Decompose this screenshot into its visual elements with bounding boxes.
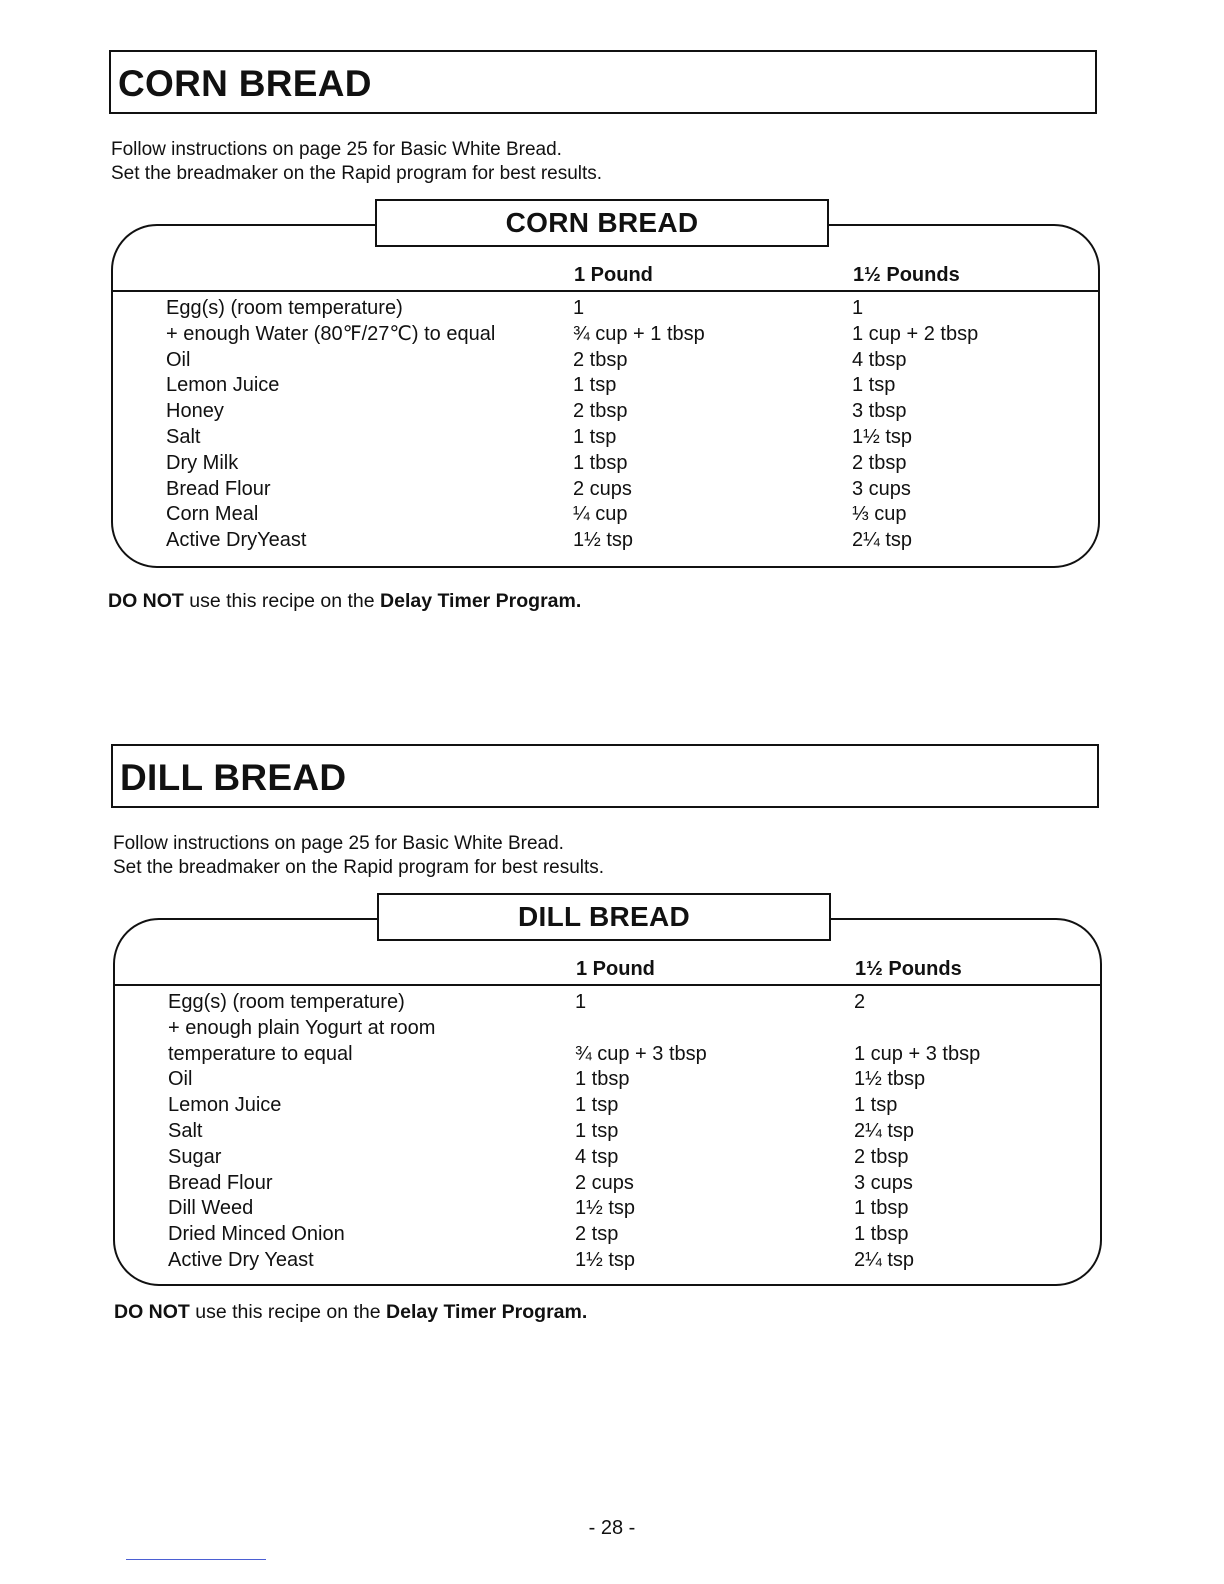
warning-text: use this recipe on the — [183, 590, 381, 612]
warning-program-name: Delay Timer Program. — [380, 590, 582, 612]
amount-1-5-pounds: 1 tbsp — [854, 1197, 909, 1220]
amount-1-pound: 2 tsp — [575, 1223, 619, 1246]
ingredient-name: Bread Flour — [166, 477, 271, 500]
ingredient-rows — [115, 990, 1100, 1274]
intro-line: Set the breadmaker on the Rapid program for best results. — [113, 857, 605, 878]
recipe-title: CORN BREAD — [118, 63, 372, 104]
delay-timer-warning — [108, 589, 581, 613]
ingredient-name: + enough plain Yogurt at room — [168, 1016, 436, 1039]
ingredient-card — [113, 918, 1102, 1286]
table-row — [113, 425, 1098, 451]
ingredient-name: Corn Meal — [166, 503, 259, 526]
amount-1-pound: 2 tbsp — [573, 400, 628, 423]
ingredient-name: Sugar — [168, 1145, 222, 1168]
ingredient-name: Dry Milk — [166, 451, 239, 474]
ingredient-name: Salt — [166, 425, 201, 448]
amount-1-5-pounds: 1½ tbsp — [854, 1068, 926, 1091]
ingredient-name: Lemon Juice — [168, 1094, 282, 1117]
table-row — [115, 1196, 1100, 1222]
amount-1-5-pounds: 2¼ tsp — [854, 1248, 915, 1271]
amount-1-pound: 1 tsp — [573, 374, 617, 397]
ingredient-name: Active Dry Yeast — [168, 1248, 314, 1271]
column-header-1-pound: 1 Pound — [574, 264, 653, 286]
recipe-title: DILL BREAD — [120, 757, 347, 798]
ingredient-name: + enough Water (80℉/27℃) to equal — [166, 322, 496, 345]
table-row — [113, 348, 1098, 374]
warning-program-name: Delay Timer Program. — [386, 1301, 588, 1323]
table-title-box — [377, 893, 831, 941]
amount-1-pound: 1½ tsp — [573, 529, 634, 552]
warning-emphasis: DO NOT — [108, 590, 184, 612]
table-row — [113, 528, 1098, 554]
column-header-1-5-pounds: 1½ Pounds — [855, 958, 962, 980]
table-row — [115, 1093, 1100, 1119]
amount-1-5-pounds: 1 tsp — [854, 1094, 898, 1117]
amount-1-5-pounds: ⅓ cup — [852, 503, 907, 526]
amount-1-5-pounds: 1 tsp — [852, 374, 896, 397]
amount-1-pound: 1 — [573, 297, 585, 319]
ingredient-name: Honey — [166, 400, 224, 423]
amount-1-pound: 2 cups — [575, 1171, 634, 1194]
amount-1-5-pounds: 1 cup + 3 tbsp — [854, 1042, 981, 1065]
table-title-box — [375, 199, 829, 247]
amount-1-pound: 1 tbsp — [575, 1068, 630, 1091]
header-divider — [115, 984, 1100, 986]
table-row — [113, 322, 1098, 348]
delay-timer-warning — [114, 1300, 587, 1324]
table-row — [115, 1119, 1100, 1145]
ingredient-name: temperature to equal — [168, 1042, 353, 1065]
column-header-1-pound: 1 Pound — [576, 958, 655, 980]
intro-line: Follow instructions on page 25 for Basic White Bread. — [111, 139, 562, 160]
ingredient-rows — [113, 296, 1098, 554]
ingredient-name: Bread Flour — [168, 1171, 273, 1194]
header-divider — [113, 290, 1098, 292]
warning-emphasis: DO NOT — [114, 1301, 190, 1323]
table-row — [113, 399, 1098, 425]
amount-1-5-pounds: 1 tbsp — [854, 1223, 909, 1246]
table-row — [113, 451, 1098, 477]
amount-1-5-pounds: 1 — [852, 297, 864, 319]
ingredient-name: Dried Minced Onion — [168, 1223, 345, 1246]
ingredient-name: Egg(s) (room temperature) — [168, 991, 405, 1013]
amount-1-pound: 1½ tsp — [575, 1197, 636, 1220]
amount-1-5-pounds: 2 tbsp — [854, 1145, 909, 1168]
table-row — [115, 1016, 1100, 1042]
column-header-1-5-pounds: 1½ Pounds — [853, 264, 960, 286]
table-row — [113, 373, 1098, 399]
table-row — [113, 502, 1098, 528]
table-row — [115, 1248, 1100, 1274]
amount-1-pound: 2 tbsp — [573, 348, 628, 371]
intro-line: Set the breadmaker on the Rapid program for best results. — [111, 163, 603, 184]
amount-1-pound: 1 tsp — [575, 1094, 619, 1117]
recipe-title-box — [111, 744, 1099, 808]
amount-1-pound: 1 tsp — [575, 1119, 619, 1142]
amount-1-pound: 4 tsp — [575, 1145, 619, 1168]
warning-text: use this recipe on the — [189, 1301, 387, 1323]
table-row — [113, 296, 1098, 322]
recipe-title-box — [109, 50, 1097, 114]
table-row — [115, 1171, 1100, 1197]
amount-1-5-pounds: 2¼ tsp — [852, 529, 913, 552]
amount-1-pound: 1½ tsp — [575, 1248, 636, 1271]
amount-1-pound: ¼ cup — [573, 503, 628, 526]
amount-1-pound: ¾ cup + 3 tbsp — [575, 1042, 707, 1065]
ingredient-name: Oil — [166, 348, 191, 371]
table-row — [115, 1042, 1100, 1068]
amount-1-5-pounds: 2 tbsp — [852, 451, 907, 474]
amount-1-5-pounds: 3 cups — [854, 1171, 913, 1194]
recipe-intro — [113, 832, 604, 880]
amount-1-pound: 2 cups — [573, 477, 632, 500]
amount-1-5-pounds: 1 cup + 2 tbsp — [852, 322, 979, 345]
amount-1-pound: 1 tbsp — [573, 451, 628, 474]
table-title: DILL BREAD — [517, 901, 691, 932]
intro-line: Follow instructions on page 25 for Basic White Bread. — [113, 833, 564, 854]
ingredient-name: Oil — [168, 1068, 193, 1091]
ingredient-name: Salt — [168, 1119, 203, 1142]
amount-1-pound: ¾ cup + 1 tbsp — [573, 322, 705, 345]
table-row — [113, 477, 1098, 503]
amount-1-5-pounds: 2 — [854, 991, 866, 1013]
amount-1-pound: 1 tsp — [573, 425, 617, 448]
ingredient-name: Lemon Juice — [166, 374, 280, 397]
amount-1-5-pounds: 1½ tsp — [852, 425, 913, 448]
ingredient-name: Active DryYeast — [166, 529, 307, 552]
amount-1-pound: 1 — [575, 991, 587, 1013]
table-row — [115, 1067, 1100, 1093]
amount-1-5-pounds: 3 tbsp — [852, 400, 907, 423]
recipe-intro — [111, 138, 602, 186]
table-row — [115, 990, 1100, 1016]
amount-1-5-pounds: 2¼ tsp — [854, 1119, 915, 1142]
table-row — [115, 1222, 1100, 1248]
footer-rule — [126, 1559, 266, 1560]
ingredient-card — [111, 224, 1100, 568]
page-number: - 28 - — [588, 1517, 636, 1539]
table-row — [115, 1145, 1100, 1171]
amount-1-5-pounds: 4 tbsp — [852, 348, 907, 371]
ingredient-name: Dill Weed — [168, 1197, 254, 1220]
amount-1-5-pounds: 3 cups — [852, 477, 911, 500]
table-title: CORN BREAD — [505, 207, 699, 238]
ingredient-name: Egg(s) (room temperature) — [166, 297, 403, 319]
